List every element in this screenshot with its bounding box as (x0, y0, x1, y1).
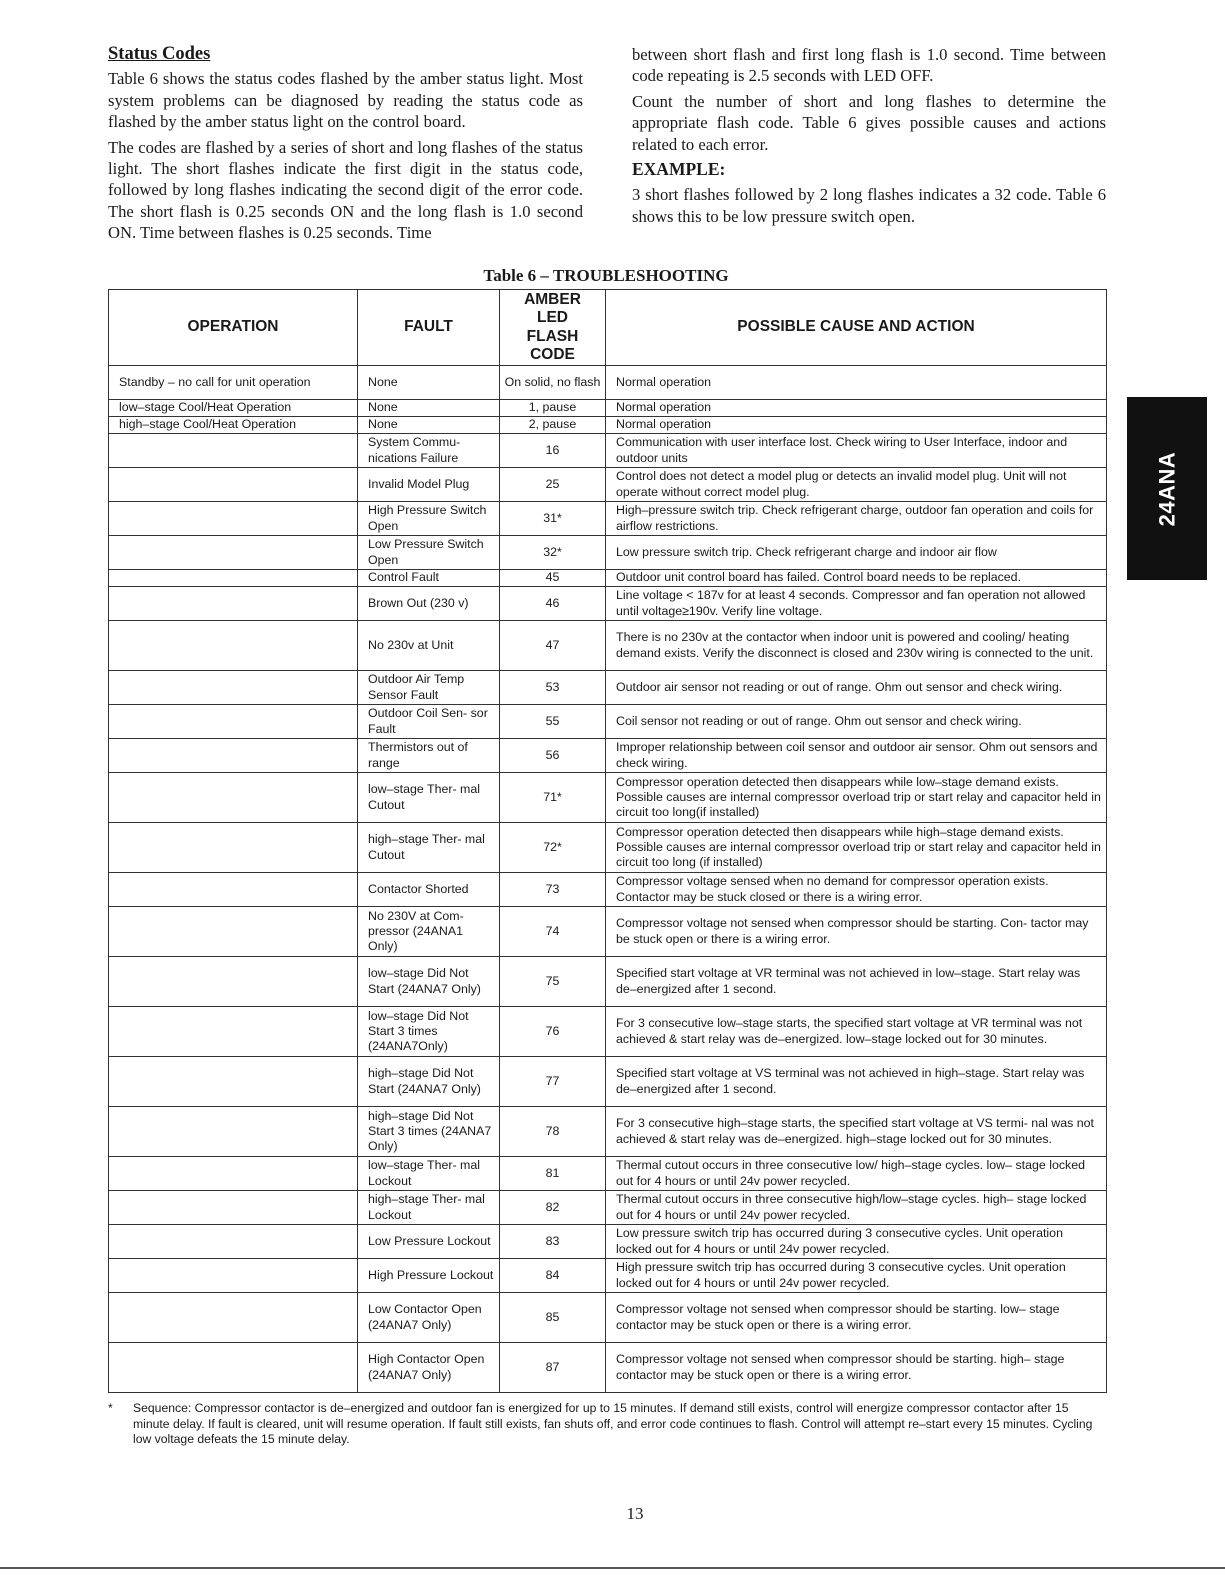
cell-flash-code: On solid, no flash (500, 366, 606, 400)
cell-fault: None (358, 400, 500, 417)
example-label: EXAMPLE: (632, 159, 726, 180)
cell-operation (109, 739, 358, 773)
cell-flash-code: 87 (500, 1343, 606, 1393)
cell-operation (109, 823, 358, 873)
cell-flash-code: 31* (500, 502, 606, 536)
table-row (109, 907, 1107, 957)
table-row (109, 957, 1107, 1007)
cell-cause: There is no 230v at the contactor when indoor unit is powered and cooling/ heating demand exists. Verify the disconnect is closed and 230v wiring is connected to the unit. (606, 621, 1107, 671)
cell-operation (109, 587, 358, 621)
cell-flash-code: 75 (500, 957, 606, 1007)
cell-cause: Compressor voltage not sensed when compressor should be starting. low– stage contactor may be stuck open or there is a wiring error. (606, 1293, 1107, 1343)
table-row (109, 1007, 1107, 1057)
cell-operation (109, 1007, 358, 1057)
cell-operation (109, 705, 358, 739)
cell-fault: Control Fault (358, 570, 500, 587)
table-row (109, 621, 1107, 671)
header-cause: POSSIBLE CAUSE AND ACTION (606, 290, 1107, 366)
cell-cause: Thermal cutout occurs in three consecutive high/low–stage cycles. high– stage locked out for 4 hours or until 24v power recycled. (606, 1191, 1107, 1225)
cell-flash-code: 55 (500, 705, 606, 739)
cell-fault: high–stage Ther- mal Cutout (358, 823, 500, 873)
left-text-column (108, 44, 583, 248)
cell-operation (109, 570, 358, 587)
cell-operation: high–stage Cool/Heat Operation (109, 417, 358, 434)
table-row (109, 823, 1107, 873)
table-row (109, 1191, 1107, 1225)
cell-operation (109, 1293, 358, 1343)
cell-flash-code: 16 (500, 434, 606, 468)
cell-fault: System Commu- nications Failure (358, 434, 500, 468)
cell-fault: low–stage Did Not Start (24ANA7 Only) (358, 957, 500, 1007)
cell-flash-code: 82 (500, 1191, 606, 1225)
footnote-text: Sequence: Compressor contactor is de–energized and outdoor fan is energized for up to 15 minutes. If demand still exists, control will energize compressor contactor after 15 minute delay. If fault is cleared, unit will resume operation. If fault still exists, fan shuts off, and error code continues to flash. Control will attempt re–start every 15 minutes. Cycling low voltage defeats the 15 minute delay. (133, 1401, 1093, 1447)
cell-cause: Control does not detect a model plug or detects an invalid model plug. Unit will not operate without correct model plug. (606, 468, 1107, 502)
cell-operation (109, 434, 358, 468)
count-paragraph: Count the number of short and long flashes to determine the appropriate flash code. Table 6 gives possible causes and actions related to each error. (632, 91, 1106, 154)
cell-operation (109, 1343, 358, 1393)
table-caption: Table 6 – TROUBLESHOOTING (483, 266, 729, 285)
cell-flash-code: 1, pause (500, 400, 606, 417)
cell-operation (109, 671, 358, 705)
cell-flash-code: 47 (500, 621, 606, 671)
table-row (109, 873, 1107, 907)
cell-operation: Standby – no call for unit operation (109, 366, 358, 400)
cell-cause: Low pressure switch trip. Check refrigerant charge and indoor air flow (606, 536, 1107, 570)
header-fault: FAULT (358, 290, 500, 366)
cell-flash-code: 46 (500, 587, 606, 621)
cell-fault: Low Contactor Open (24ANA7 Only) (358, 1293, 500, 1343)
cell-cause: Compressor voltage not sensed when compressor should be starting. high– stage contactor may be stuck open or there is a wiring error. (606, 1343, 1107, 1393)
table-footnote (108, 1401, 1106, 1448)
header-code-line: CODE (530, 345, 575, 363)
cell-flash-code: 78 (500, 1107, 606, 1157)
header-code-line: AMBER (524, 290, 581, 308)
cell-flash-code: 77 (500, 1057, 606, 1107)
table-row (109, 502, 1107, 536)
cell-operation (109, 1157, 358, 1191)
cell-operation (109, 907, 358, 957)
cell-flash-code: 25 (500, 468, 606, 502)
cell-flash-code: 84 (500, 1259, 606, 1293)
cell-fault: high–stage Ther- mal Lockout (358, 1191, 500, 1225)
cell-fault: None (358, 366, 500, 400)
cell-flash-code: 81 (500, 1157, 606, 1191)
cell-cause: Low pressure switch trip has occurred during 3 consecutive cycles. Unit operation locked out for 4 hours or until 24v power recycled. (606, 1225, 1107, 1259)
cell-flash-code: 56 (500, 739, 606, 773)
cell-cause: Compressor operation detected then disappears while high–stage demand exists. Possible causes are internal compressor overload trip or start relay and capacitor held in circuit too long (if installed) (606, 823, 1107, 873)
footnote-marker: * (108, 1401, 113, 1415)
cell-fault: High Pressure Switch Open (358, 502, 500, 536)
cell-operation (109, 1225, 358, 1259)
cell-flash-code: 32* (500, 536, 606, 570)
cell-cause: Specified start voltage at VR terminal was not achieved in low–stage. Start relay was de–energized after 1 second. (606, 957, 1107, 1007)
table-row (109, 671, 1107, 705)
table-row (109, 1293, 1107, 1343)
cell-cause: Line voltage < 187v for at least 4 seconds. Compressor and fan operation not allowed until voltage≥190v. Verify line voltage. (606, 587, 1107, 621)
cell-fault: Invalid Model Plug (358, 468, 500, 502)
table-row (109, 1157, 1107, 1191)
cell-flash-code: 71* (500, 773, 606, 823)
cell-operation (109, 1057, 358, 1107)
cell-flash-code: 74 (500, 907, 606, 957)
cell-operation (109, 1191, 358, 1225)
table-row (109, 570, 1107, 587)
cell-operation: low–stage Cool/Heat Operation (109, 400, 358, 417)
cell-cause: Compressor voltage not sensed when compressor should be starting. Con- tactor may be stuck open or there is a wiring error. (606, 907, 1107, 957)
cell-cause: Outdoor unit control board has failed. Control board needs to be replaced. (606, 570, 1107, 587)
cell-fault: Thermistors out of range (358, 739, 500, 773)
cell-fault: high–stage Did Not Start (24ANA7 Only) (358, 1057, 500, 1107)
table-row (109, 1057, 1107, 1107)
cell-fault: low–stage Did Not Start 3 times (24ANA7Only) (358, 1007, 500, 1057)
cell-cause: Coil sensor not reading or out of range. Ohm out sensor and check wiring. (606, 705, 1107, 739)
example-text: 3 short flashes followed by 2 long flashes indicates a 32 code. Table 6 shows this to be low pressure switch open. (632, 185, 1106, 226)
table-header-row (109, 290, 1107, 366)
cell-fault: None (358, 417, 500, 434)
cell-fault: high–stage Did Not Start 3 times (24ANA7 Only) (358, 1107, 500, 1157)
cell-operation (109, 621, 358, 671)
table-row (109, 1259, 1107, 1293)
cell-cause: Specified start voltage at VS terminal was not achieved in high–stage. Start relay was de–energized after 1 second. (606, 1057, 1107, 1107)
cell-fault: Outdoor Air Temp Sensor Fault (358, 671, 500, 705)
header-code-line: FLASH (526, 327, 579, 345)
cell-cause: Compressor operation detected then disappears while low–stage demand exists. Possible causes are internal compressor overload trip or start relay and capacitor held in circuit too long(if installed) (606, 773, 1107, 823)
cell-cause: High pressure switch trip has occurred during 3 consecutive cycles. Unit operation locked out for 4 hours or until 24v power recycled. (606, 1259, 1107, 1293)
right-text-column (632, 44, 1106, 231)
table-row (109, 739, 1107, 773)
cell-cause: Normal operation (606, 366, 1107, 400)
section-heading: Status Codes (108, 44, 211, 64)
cell-flash-code: 53 (500, 671, 606, 705)
cell-fault: No 230V at Com- pressor (24ANA1 Only) (358, 907, 500, 957)
cell-cause: Communication with user interface lost. Check wiring to User Interface, indoor and outdoor units (606, 434, 1107, 468)
cell-cause: Improper relationship between coil sensor and outdoor air sensor. Ohm out sensors and check wiring. (606, 739, 1107, 773)
cell-cause: Normal operation (606, 417, 1107, 434)
cell-cause: Compressor voltage sensed when no demand for compressor operation exists. Contactor may be stuck closed or there is a wiring error. (606, 873, 1107, 907)
cell-fault: No 230v at Unit (358, 621, 500, 671)
cell-cause: Normal operation (606, 400, 1107, 417)
cell-fault: Contactor Shorted (358, 873, 500, 907)
cell-operation (109, 502, 358, 536)
header-operation: OPERATION (109, 290, 358, 366)
cell-cause: Outdoor air sensor not reading or out of range. Ohm out sensor and check wiring. (606, 671, 1107, 705)
table-row (109, 366, 1107, 400)
cell-fault: low–stage Ther- mal Cutout (358, 773, 500, 823)
cell-cause: For 3 consecutive low–stage starts, the specified start voltage at VR terminal was not achieved & start relay was de–energized. low–stage locked out for 30 minutes. (606, 1007, 1107, 1057)
cell-fault: low–stage Ther- mal Lockout (358, 1157, 500, 1191)
table-row (109, 400, 1107, 417)
cell-flash-code: 85 (500, 1293, 606, 1343)
cell-fault: Low Pressure Switch Open (358, 536, 500, 570)
side-tab (1127, 397, 1207, 580)
cell-fault: High Contactor Open (24ANA7 Only) (358, 1343, 500, 1393)
page-number: 13 (626, 1504, 644, 1523)
cell-fault: Brown Out (230 v) (358, 587, 500, 621)
cell-operation (109, 1259, 358, 1293)
cell-operation (109, 957, 358, 1007)
table-row (109, 1343, 1107, 1393)
cell-operation (109, 468, 358, 502)
troubleshooting-table (108, 289, 1107, 1393)
table-row (109, 536, 1107, 570)
cell-operation (109, 536, 358, 570)
flash-description-paragraph: The codes are flashed by a series of short and long flashes of the status light. The short flashes indicate the first digit in the status code, followed by long flashes indicating the second digit of the error code. The short flash is 0.25 seconds ON and the long flash is 1.0 second ON. Time between flashes is 0.25 seconds. Time (108, 137, 583, 243)
bottom-rule (0, 1567, 1225, 1569)
cell-cause: High–pressure switch trip. Check refrigerant charge, outdoor fan operation and coils for airflow restrictions. (606, 502, 1107, 536)
cell-operation (109, 773, 358, 823)
table-row (109, 705, 1107, 739)
cell-operation (109, 873, 358, 907)
cell-flash-code: 83 (500, 1225, 606, 1259)
timing-paragraph: between short flash and first long flash is 1.0 second. Time between code repeating is 2.5 seconds with LED OFF. (632, 45, 1106, 86)
cell-cause: Thermal cutout occurs in three consecutive low/ high–stage cycles. low– stage locked out for 4 hours or until 24v power recycled. (606, 1157, 1107, 1191)
cell-flash-code: 76 (500, 1007, 606, 1057)
table-row (109, 1225, 1107, 1259)
cell-fault: High Pressure Lockout (358, 1259, 500, 1293)
cell-cause: For 3 consecutive high–stage starts, the specified start voltage at VS termi- nal was not achieved & start relay was de–energized. high–stage locked out for 30 minutes. (606, 1107, 1107, 1157)
table-body (109, 366, 1107, 1393)
cell-flash-code: 2, pause (500, 417, 606, 434)
table-row (109, 587, 1107, 621)
table-row (109, 434, 1107, 468)
cell-flash-code: 72* (500, 823, 606, 873)
table-row (109, 773, 1107, 823)
table-row (109, 417, 1107, 434)
side-tab-label: 24ANA (1153, 451, 1179, 526)
header-code (500, 290, 606, 366)
cell-fault: Outdoor Coil Sen- sor Fault (358, 705, 500, 739)
header-code-line: LED (537, 309, 568, 327)
table-row (109, 468, 1107, 502)
cell-flash-code: 45 (500, 570, 606, 587)
cell-operation (109, 1107, 358, 1157)
cell-fault: Low Pressure Lockout (358, 1225, 500, 1259)
table-row (109, 1107, 1107, 1157)
intro-paragraph: Table 6 shows the status codes flashed by the amber status light. Most system problems can be diagnosed by reading the status code as flashed by the amber status light on the control board. (108, 69, 583, 132)
cell-flash-code: 73 (500, 873, 606, 907)
